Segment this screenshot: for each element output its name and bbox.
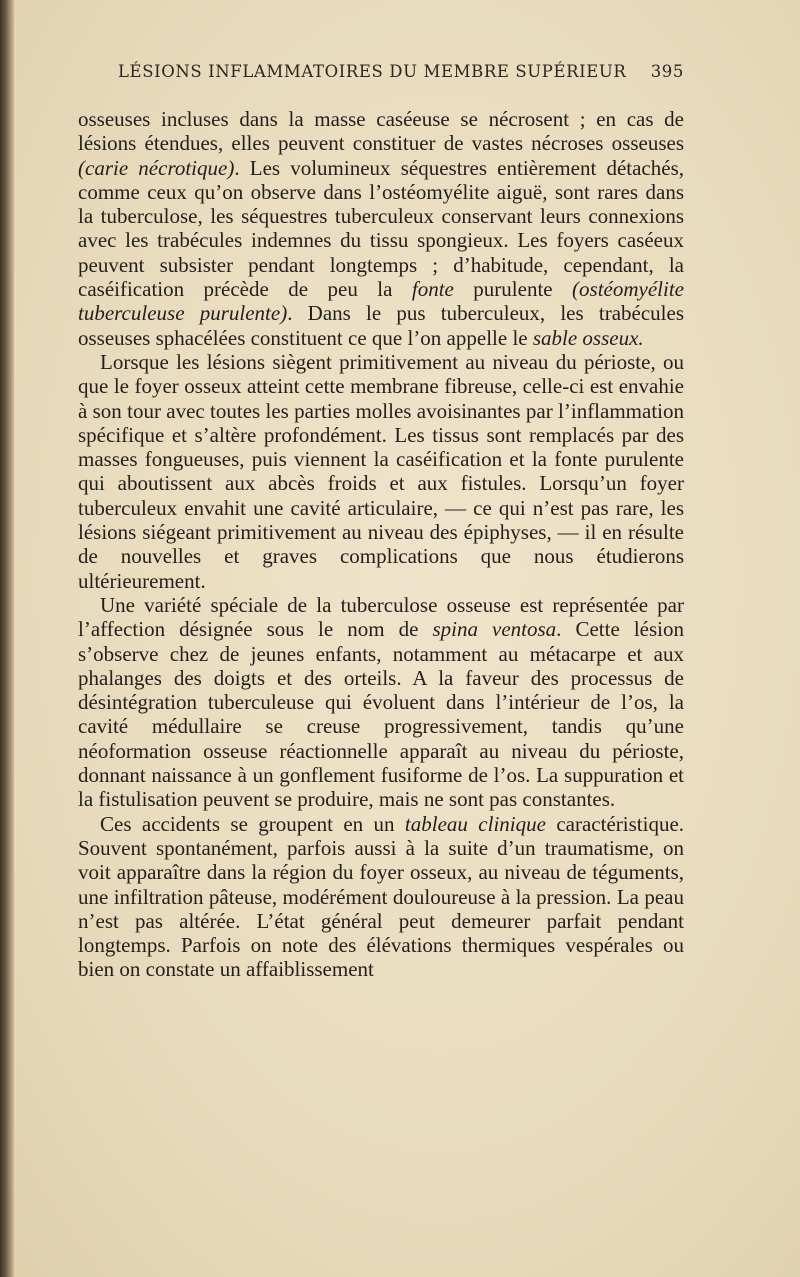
- text-run: Ces accidents se groupent en un: [100, 811, 405, 836]
- italic-text: spina ventosa: [432, 617, 557, 642]
- paragraph-2: [78, 350, 684, 593]
- page-number: 395: [650, 62, 684, 81]
- text-run: Une variété spéciale de la tuberculose osseuse est représentée par l’affection désignée sous le nom de: [78, 592, 684, 642]
- running-header: [118, 62, 684, 86]
- text-run: . Cette lésion s’observe chez de jeunes enfants, notamment au métacarpe et aux phalanges des doigts et des orteils. A la faveur des processus de désintégration tuberculeuse qui évoluent dans l’intérieur de l’os, la cavité médullaire se creuse progressivement, tandis qu’une néoformation osseuse réactionnelle apparaît au niveau du périoste, donnant naissance à un gonflement fusiforme de l’os. La suppuration et la fistulisation peuvent se produire, mais ne sont pas constantes.: [78, 617, 684, 812]
- italic-text: fonte: [411, 277, 454, 302]
- text-run: purulente: [453, 277, 573, 302]
- text-run: . Dans le pus tuberculeux, les trabécules osseuses sphacélées constituent ce que l’on appelle le: [78, 301, 684, 350]
- text-run: Lorsque les lésions siègent primitivement au niveau du périoste, ou que le foyer osseux atteint cette membrane fibreuse, celle-ci est envahie à son tour avec toutes les parties molles avoisinantes par l’inflammation spécifique et s’altère profondément. Les tissus sont remplacés par des masses fongueuses, puis viennent la caséification et la fonte purulente qui aboutissent aux abcès froids et aux fistules. Lorsqu’un foyer tuberculeux envahit une cavité articulaire, — ce qui n’est pas rare, les lésions siégeant primitivement au niveau des épiphyses, — il en résulte de nouvelles et graves complications que nous étudierons ultérieurement.: [78, 349, 684, 593]
- italic-text: sable osseux.: [532, 325, 644, 350]
- italic-text: tableau clinique: [404, 811, 546, 836]
- paragraph-4: [78, 812, 684, 982]
- text-run: . Les volumineux séquestres entièrement détachés, comme ceux qu’on observe dans l’ostéomyélite aiguë, sont rares dans la tuberculose, les séquestres tuberculeux conservant leurs connexions avec les trabécules indemnes du tissu spongieux. Les foyers caséeux peuvent subsister pendant longtemps ; d’habitude, cependant, la caséification précède de peu la: [78, 155, 684, 302]
- paragraph-1: [78, 107, 684, 350]
- text-run: caractéristique. Souvent spontanément, parfois aussi à la suite d’un traumatisme, on voit apparaître dans la région du foyer osseux, au niveau de téguments, une infiltration pâteuse, modérément douloureuse à la pression. La peau n’est pas altérée. L’état général peut demeurer parfait pendant longtemps. Parfois on note des élévations thermiques vespérales ou bien on constate un affaiblissement: [78, 811, 685, 982]
- running-title: LÉSIONS INFLAMMATOIRES DU MEMBRE SUPÉRIEUR: [118, 62, 627, 81]
- page-binding-edge: [0, 0, 14, 1277]
- text-run: osseuses incluses dans la masse caséeuse se nécrosent ; en cas de lésions étendues, elles peuvent constituer de vastes nécroses osseuses: [78, 107, 684, 156]
- paragraph-3: [78, 593, 684, 812]
- body-text: [78, 107, 684, 982]
- italic-text: (ostéomyélite tuberculeuse purulente): [78, 277, 684, 326]
- italic-text: (carie nécrotique): [78, 155, 235, 180]
